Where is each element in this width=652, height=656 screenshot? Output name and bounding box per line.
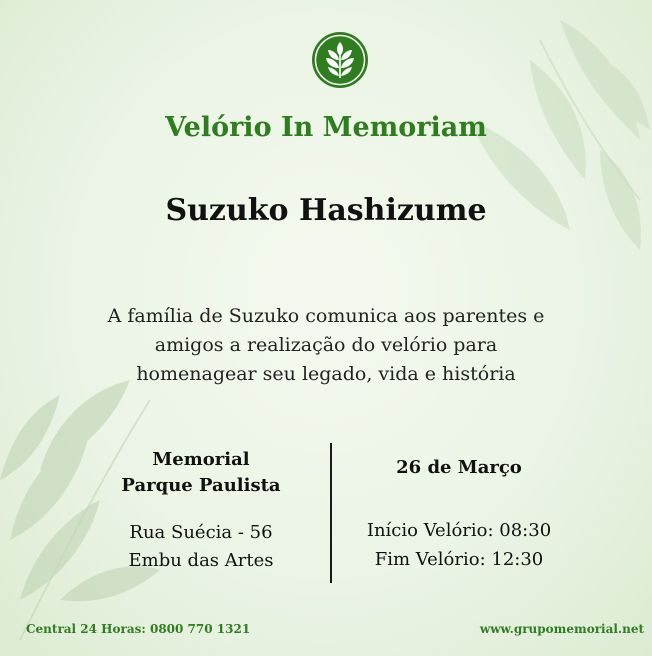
schedule-block [345,455,573,574]
card-title: Velório In Memoriam [165,112,487,143]
leaf-emblem-icon [310,30,370,90]
address-line: Embu das Artes [128,550,274,571]
end-time: Fim Velório: 12:30 [374,549,544,570]
start-time: Início Velório: 08:30 [366,520,552,541]
message-line: amigos a realização do velório para [154,334,498,356]
venue-name [90,447,312,499]
deceased-name: Suzuko Hashizume [165,193,487,228]
venue-block [90,447,312,575]
service-date: 26 de Março [396,457,522,478]
address-line: Rua Suécia - 56 [129,522,273,543]
service-times [345,516,573,574]
message-line: A família de Suzuko comunica aos parentes e [107,305,545,327]
vertical-divider [330,443,332,583]
announcement-message [60,302,592,389]
message-line: homenagear seu legado, vida e história [136,363,516,385]
venue-name-line: Parque Paulista [121,475,281,496]
venue-name-line: Memorial [152,449,250,470]
phone-contact: Central 24 Horas: 0800 770 1321 [26,622,251,636]
website-link[interactable]: www.grupomemorial.net [479,622,644,636]
venue-address [90,519,312,575]
